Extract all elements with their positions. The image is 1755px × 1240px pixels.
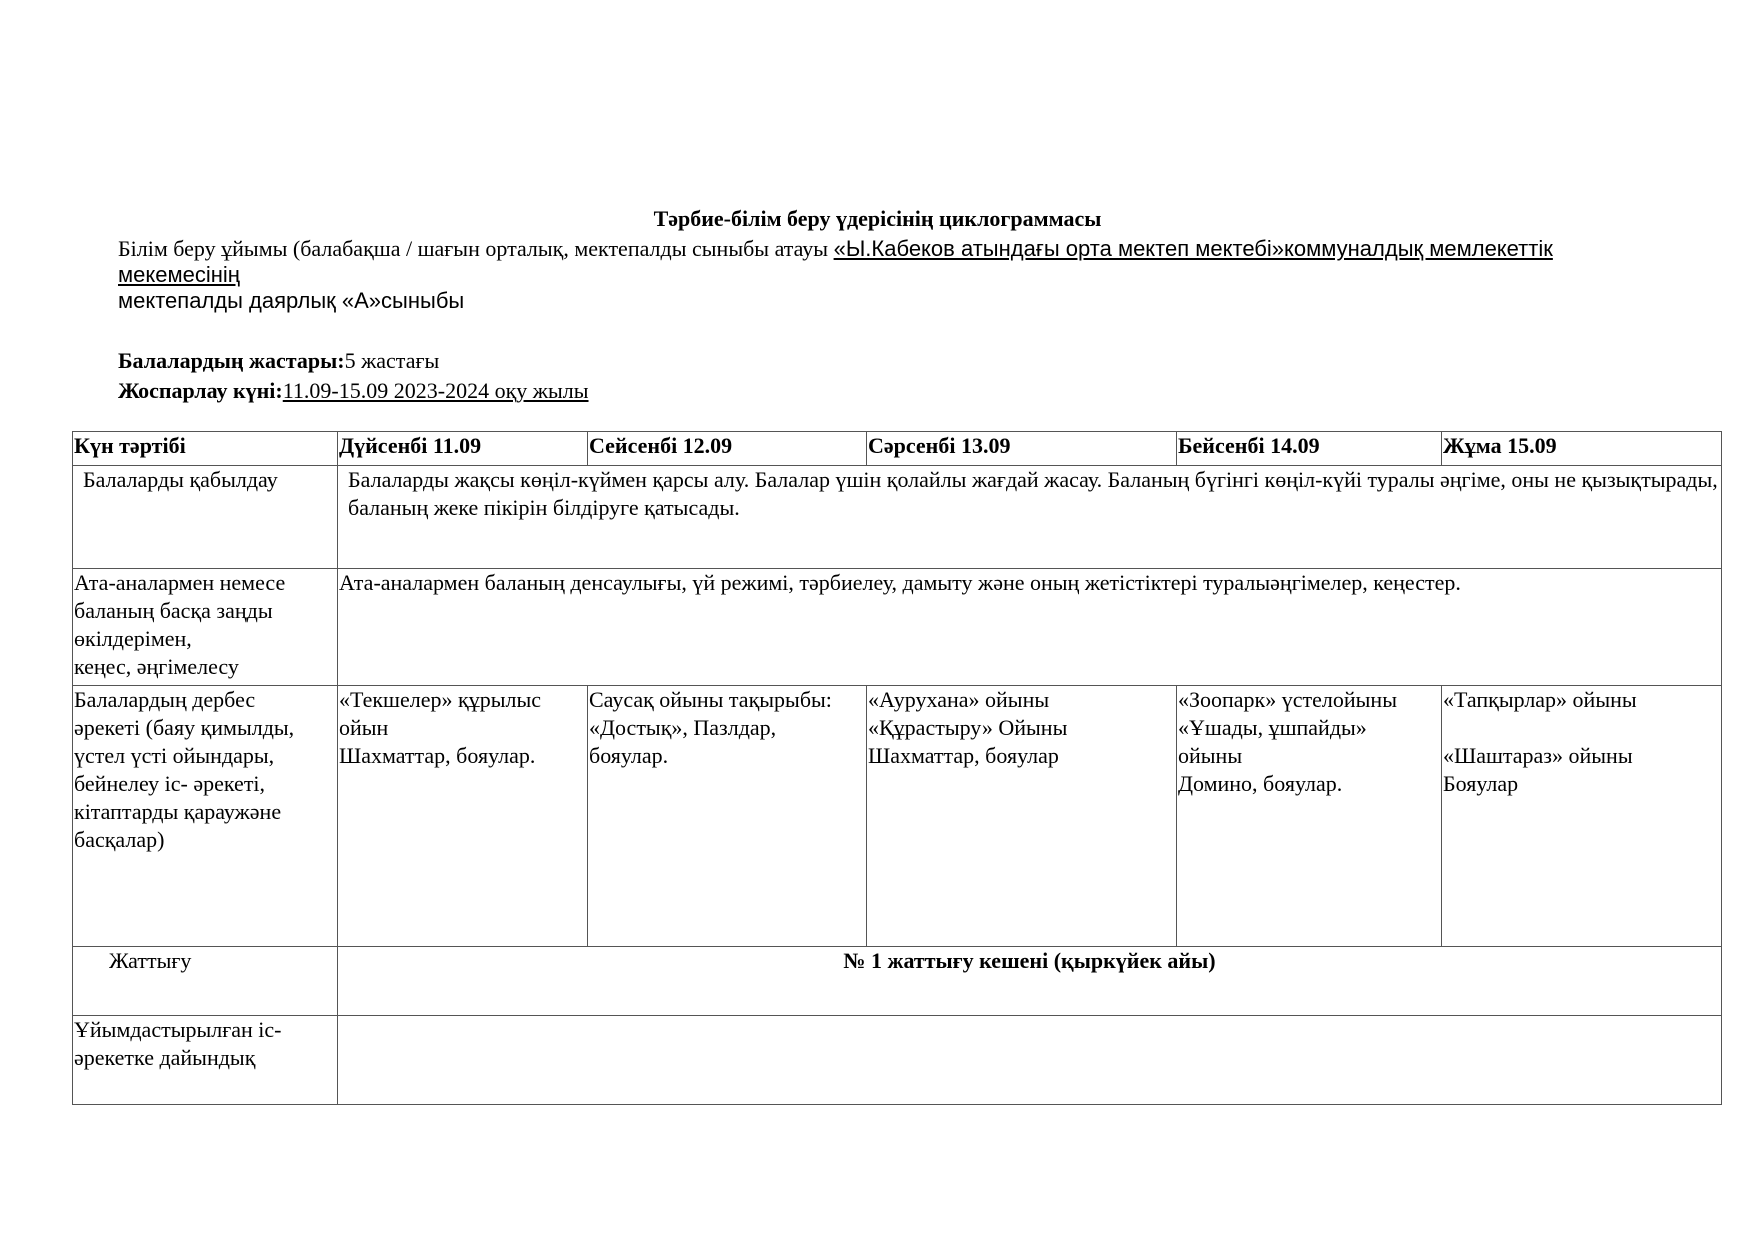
reception-label: Балаларды қабылдау [73,466,338,569]
exercise-label: Жаттығу [73,947,338,1016]
header-wednesday: Сәрсенбі 13.09 [867,432,1177,466]
table-row [73,1016,1722,1105]
meta-block [118,346,589,406]
table-row [73,686,1722,947]
activity-label: Балалардың дербес әрекеті (баяу қимылды, үстел үсті ойындары, бейнелеу іс- әрекеті, кітаптарды қараужәне басқалар) [73,686,338,947]
header-daily-routine: Күн тәртібі [73,432,338,466]
age-label: Балалардың жастары: [118,348,345,373]
table-row [73,466,1722,569]
organization-line [118,236,1588,288]
activity-monday: «Текшелер» құрылыс ойын Шахматтар, бояулар. [338,686,588,947]
group-name: мектепалды даярлық «А»сыныбы [118,288,465,313]
document-title: Тәрбие-білім беру үдерісінің циклограммасы [653,206,1102,231]
parents-text: Ата-аналармен баланың денсаулығы, үй режимі, тәрбиелеу, дамыту және оның жетістіктері туралыәңгімелер, кеңестер. [338,569,1722,686]
organization-name: «Ы.Кабеков атындағы орта мектеп мектебі»коммуналдық мемлекеттік мекемесінің [118,236,1553,287]
activity-friday: «Тапқырлар» ойыны «Шаштараз» ойыны Бояулар [1442,686,1722,947]
organization-block [118,236,1588,314]
age-value: 5 жастағы [344,348,440,373]
schedule-table [72,431,1722,1105]
organization-prefix: Білім беру ұйымы (балабақша / шағын орталық, мектепалды сыныбы атауы [118,236,834,261]
planning-label: Жоспарлау күні: [118,378,283,403]
planning-value: 11.09-15.09 2023-2024 оқу жылы [282,378,589,403]
header-thursday: Бейсенбі 14.09 [1177,432,1442,466]
age-line [118,346,589,376]
exercise-text: № 1 жаттығу кешені (қыркүйек айы) [338,947,1722,1016]
activity-thursday: «Зоопарк» үстелойыны «Ұшады, ұшпайды» ойыны Домино, бояулар. [1177,686,1442,947]
activity-tuesday: Саусақ ойыны тақырыбы: «Достық», Пазлдар, бояулар. [588,686,867,947]
prep-text [338,1016,1722,1105]
header-tuesday: Сейсенбі 12.09 [588,432,867,466]
table-header-row [73,432,1722,466]
planning-line [118,376,589,406]
parents-label: Ата-аналармен немесе баланың басқа заңды өкілдерімен, кеңес, әңгімелесу [73,569,338,686]
table-row [73,569,1722,686]
reception-text: Балаларды жақсы көңіл-күймен қарсы алу. Балалар үшін қолайлы жағдай жасау. Баланың бүгінгі көңіл-күйі туралы әңгіме, оны не қызықтырады, баланың жеке пікірін білдіруге қатысады. [338,466,1722,569]
header-monday: Дүйсенбі 11.09 [338,432,588,466]
table-row [73,947,1722,1016]
header-friday: Жұма 15.09 [1442,432,1722,466]
activity-wednesday: «Аурухана» ойыны «Құрастыру» Ойыны Шахматтар, бояулар [867,686,1177,947]
prep-label: Ұйымдастырылған іс- әрекетке дайындық [73,1016,338,1105]
